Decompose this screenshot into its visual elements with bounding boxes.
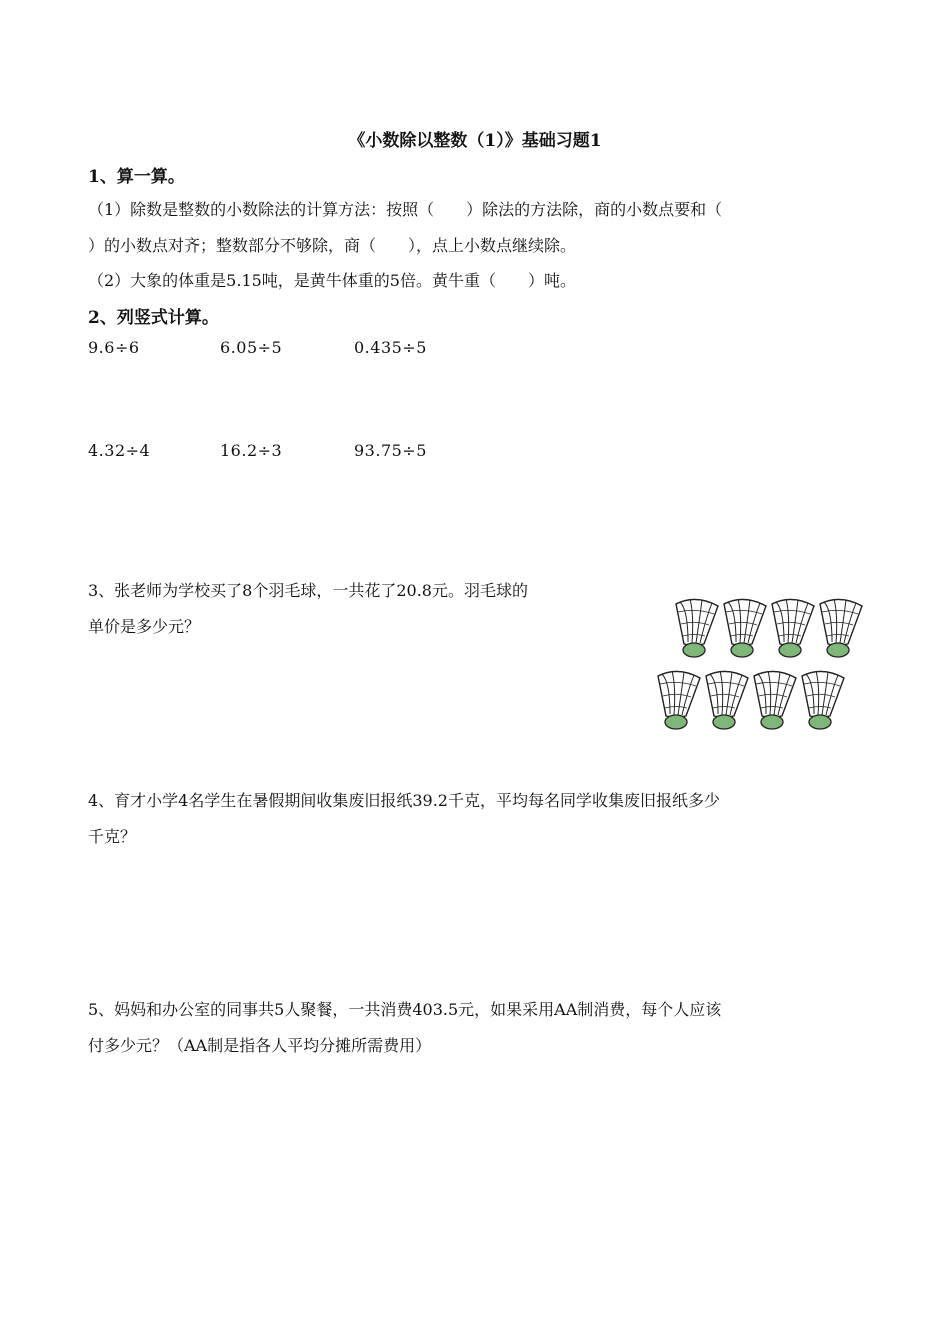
calc-item: 6.05÷5 bbox=[220, 338, 283, 357]
shuttlecock-icon bbox=[772, 599, 814, 657]
q5-line1: 5、妈妈和办公室的同事共5人聚餐，一共消费403.5元，如果采用AA制消费，每个人应该 bbox=[88, 1000, 722, 1019]
q4-line1: 4、育才小学4名学生在暑假期间收集废旧报纸39.2千克，平均每名同学收集废旧报纸多少 bbox=[88, 791, 720, 810]
q3-line1: 3、张老师为学校买了8个羽毛球，一共花了20.8元。羽毛球的 bbox=[88, 581, 528, 600]
shuttlecocks-illustration bbox=[636, 588, 876, 738]
shuttlecock-icon bbox=[676, 599, 718, 657]
shuttlecock-icon bbox=[658, 671, 700, 729]
q1-part2: （2）大象的体重是5.15吨，是黄牛体重的5倍。黄牛重（ ）吨。 bbox=[88, 271, 576, 290]
q3-line2: 单价是多少元？ bbox=[88, 617, 201, 636]
calc-item: 93.75÷5 bbox=[354, 441, 427, 460]
q1-heading: 1、算一算。 bbox=[88, 167, 185, 187]
calc-item: 0.435÷5 bbox=[354, 338, 427, 357]
q1-part1-line1: （1）除数是整数的小数除法的计算方法：按照（ ）除法的方法除，商的小数点要和（ bbox=[88, 200, 723, 219]
shuttlecock-icon bbox=[820, 599, 862, 657]
shuttlecock-icon bbox=[706, 671, 748, 729]
q1-part1-line2: ）的小数点对齐；整数部分不够除，商（ ），点上小数点继续除。 bbox=[88, 236, 577, 255]
page-title: 《小数除以整数（1）》基础习题1 bbox=[348, 131, 602, 151]
shuttlecock-icon bbox=[724, 599, 766, 657]
shuttlecock-icon bbox=[802, 671, 844, 729]
shuttlecock-icon bbox=[754, 671, 796, 729]
q5-line2: 付多少元？（AA制是指各人平均分摊所需费用） bbox=[88, 1036, 432, 1055]
calc-item: 9.6÷6 bbox=[88, 338, 140, 357]
q2-heading: 2、列竖式计算。 bbox=[88, 308, 219, 328]
calc-item: 16.2÷3 bbox=[220, 441, 283, 460]
q4-line2: 千克？ bbox=[88, 827, 137, 846]
calc-item: 4.32÷4 bbox=[88, 441, 151, 460]
